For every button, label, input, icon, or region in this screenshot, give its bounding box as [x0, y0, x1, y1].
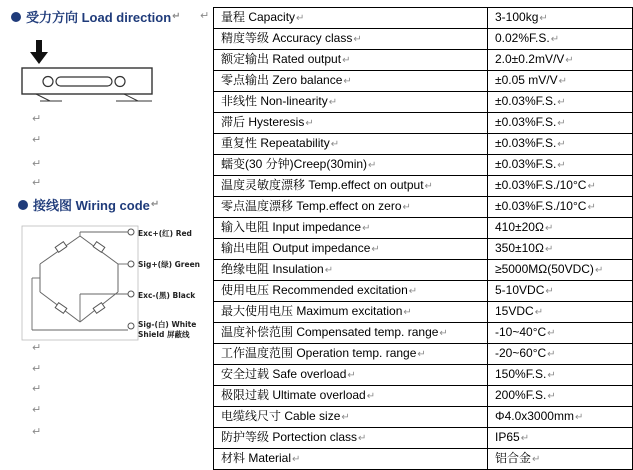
- spec-value: -20~60°C: [495, 346, 547, 360]
- spec-value-cell: [488, 134, 633, 155]
- spec-value-cell: [488, 218, 633, 239]
- return-mark: ↵: [296, 13, 305, 24]
- return-mark: ↵: [544, 244, 554, 255]
- return-mark: ↵: [32, 425, 42, 438]
- return-mark: ↵: [32, 157, 42, 170]
- bullet-icon: [18, 200, 28, 210]
- return-mark: ↵: [292, 454, 301, 465]
- spec-param-cell: [214, 302, 488, 323]
- spec-value: 410±20Ω: [495, 220, 544, 234]
- table-row: [214, 323, 633, 344]
- return-mark: ↵: [547, 349, 556, 360]
- table-row: [214, 8, 633, 29]
- wire-exc-minus: Exc-(黑) Black: [138, 291, 196, 300]
- spec-param-cell: [214, 176, 488, 197]
- table-row: [214, 71, 633, 92]
- return-mark: ↵: [574, 412, 584, 423]
- return-mark: ↵: [150, 199, 160, 210]
- return-mark: ↵: [545, 286, 554, 297]
- spec-param-cell: [214, 29, 488, 50]
- table-row: [214, 428, 633, 449]
- table-row: [214, 344, 633, 365]
- spec-param-label: 非线性 Non-linearity: [221, 94, 328, 108]
- spec-param-cell: [214, 365, 488, 386]
- table-row: [214, 29, 633, 50]
- spec-param-label: 输出电阻 Output impedance: [221, 241, 371, 255]
- spec-param-label: 使用电压 Recommended excitation: [221, 283, 408, 297]
- spec-value: 5-10VDC: [495, 283, 545, 297]
- spec-param-cell: [214, 428, 488, 449]
- return-mark: ↵: [557, 118, 566, 129]
- spec-param-cell: [214, 134, 488, 155]
- spec-value: ±0.03%F.S.: [495, 94, 557, 108]
- return-mark: ↵: [366, 391, 376, 402]
- spec-value: -10~40°C: [495, 325, 547, 339]
- table-row: [214, 113, 633, 134]
- return-mark: ↵: [32, 403, 42, 416]
- spec-table: [213, 7, 633, 470]
- spec-value-cell: [488, 260, 633, 281]
- return-mark: ↵: [371, 244, 380, 255]
- return-mark: ↵: [439, 328, 448, 339]
- return-mark: ↵: [358, 433, 367, 444]
- spec-value: 0.02%F.S.: [495, 31, 550, 45]
- spec-param-cell: [214, 155, 488, 176]
- table-row: [214, 50, 633, 71]
- table-row: [214, 281, 633, 302]
- spec-value-cell: [488, 281, 633, 302]
- spec-value-cell: [488, 323, 633, 344]
- spec-param-cell: [214, 8, 488, 29]
- table-row: [214, 260, 633, 281]
- spec-param-label: 额定输出 Rated output: [221, 52, 342, 66]
- return-mark: ↵: [343, 76, 352, 87]
- return-mark: ↵: [557, 139, 566, 150]
- spec-param-label: 量程 Capacity: [221, 10, 296, 24]
- return-mark: ↵: [32, 133, 42, 146]
- wheatstone-bridge: [40, 236, 118, 322]
- load-cell-slot: [56, 77, 112, 86]
- return-mark: ↵: [532, 454, 541, 465]
- return-mark: ↵: [587, 181, 596, 192]
- return-mark: ↵: [424, 181, 433, 192]
- table-row: [214, 92, 633, 113]
- return-mark: ↵: [341, 412, 350, 423]
- return-mark: ↵: [324, 265, 334, 276]
- spec-value: ±0.03%F.S./10°C: [495, 178, 587, 192]
- bullet-icon: [11, 12, 21, 22]
- spec-param-cell: [214, 50, 488, 71]
- spec-param-cell: [214, 71, 488, 92]
- wire-sig-minus: Sig-(白) White: [138, 320, 197, 329]
- return-mark: ↵: [32, 382, 42, 395]
- return-mark: ↵: [557, 160, 566, 171]
- return-mark: ↵: [347, 370, 356, 381]
- spec-param-label: 温度灵敏度漂移 Temp.effect on output: [221, 178, 424, 192]
- wire-exc-plus: Exc+(红) Red: [138, 229, 192, 238]
- return-mark: ↵: [402, 202, 411, 213]
- spec-table-body: [214, 8, 633, 470]
- spec-value-cell: [488, 365, 633, 386]
- return-mark: ↵: [32, 362, 42, 375]
- table-row: [214, 176, 633, 197]
- spec-param-label: 重复性 Repeatability: [221, 136, 330, 150]
- return-mark: ↵: [32, 176, 42, 189]
- table-row: [214, 155, 633, 176]
- spec-value-cell: [488, 197, 633, 218]
- return-mark: ↵: [534, 307, 544, 318]
- load-direction-title: 受力方向 Load direction: [26, 10, 172, 25]
- spec-param-cell: [214, 92, 488, 113]
- return-mark: ↵: [408, 286, 418, 297]
- spec-value-cell: [488, 302, 633, 323]
- table-row: [214, 218, 633, 239]
- load-direction-heading: [11, 7, 181, 26]
- spec-value-cell: [488, 50, 633, 71]
- return-mark: ↵: [200, 9, 210, 22]
- return-mark: ↵: [368, 160, 377, 171]
- return-mark: ↵: [305, 118, 314, 129]
- spec-value-cell: [488, 449, 633, 470]
- return-mark: ↵: [594, 265, 604, 276]
- spec-value: ±0.03%F.S.: [495, 157, 557, 171]
- spec-param-label: 绝缘电阻 Insulation: [221, 262, 324, 276]
- spec-value-cell: [488, 113, 633, 134]
- table-row: [214, 386, 633, 407]
- wiring-code-title: 接线图 Wiring code: [33, 198, 150, 213]
- spec-value: 350±10Ω: [495, 241, 544, 255]
- return-mark: ↵: [32, 341, 42, 354]
- spec-value: 2.0±0.2mV/V: [495, 52, 565, 66]
- spec-value: 3-100kg: [495, 10, 539, 24]
- return-mark: ↵: [565, 55, 574, 66]
- shield-label: Shield 屏蔽线: [138, 330, 190, 339]
- table-row: [214, 365, 633, 386]
- table-row: [214, 197, 633, 218]
- spec-param-label: 电缆线尺寸 Cable size: [221, 409, 341, 423]
- load-cell-drawing: [20, 38, 160, 110]
- table-row: [214, 134, 633, 155]
- spec-value: 15VDC: [495, 304, 534, 318]
- return-mark: ↵: [587, 202, 596, 213]
- spec-param-cell: [214, 218, 488, 239]
- spec-value-cell: [488, 239, 633, 260]
- spec-param-cell: [214, 344, 488, 365]
- spec-value: 200%F.S.: [495, 388, 547, 402]
- return-mark: ↵: [550, 34, 560, 45]
- table-row: [214, 407, 633, 428]
- spec-param-label: 极限过载 Ultimate overload: [221, 388, 366, 402]
- spec-value: IP65: [495, 430, 520, 444]
- spec-value: ±0.03%F.S./10°C: [495, 199, 587, 213]
- spec-value: ±0.03%F.S.: [495, 115, 557, 129]
- return-mark: ↵: [362, 223, 371, 234]
- return-mark: ↵: [558, 76, 568, 87]
- spec-param-cell: [214, 260, 488, 281]
- down-arrow-icon: [30, 40, 48, 64]
- wire-sig-plus: Sig+(绿) Green: [138, 260, 200, 269]
- spec-param-label: 滞后 Hysteresis: [221, 115, 305, 129]
- spec-param-label: 工作温度范围 Operation temp. range: [221, 346, 417, 360]
- table-row: [214, 239, 633, 260]
- spec-param-cell: [214, 323, 488, 344]
- spec-value: ≥5000MΩ(50VDC): [495, 262, 594, 276]
- spec-param-label: 最大使用电压 Maximum excitation: [221, 304, 403, 318]
- return-mark: ↵: [544, 223, 554, 234]
- spec-value: 150%F.S.: [495, 367, 547, 381]
- spec-param-cell: [214, 281, 488, 302]
- spec-param-cell: [214, 407, 488, 428]
- spec-value-cell: [488, 8, 633, 29]
- left-panel: [0, 0, 212, 449]
- spec-param-label: 防护等级 Portection class: [221, 430, 358, 444]
- spec-value-cell: [488, 155, 633, 176]
- return-mark: ↵: [330, 139, 340, 150]
- spec-value: Φ4.0x3000mm: [495, 409, 574, 423]
- return-mark: ↵: [328, 97, 338, 108]
- spec-param-label: 输入电阻 Input impedance: [221, 220, 362, 234]
- spec-value-cell: [488, 176, 633, 197]
- return-mark: ↵: [353, 34, 362, 45]
- return-mark: ↵: [520, 433, 530, 444]
- spec-value-cell: [488, 29, 633, 50]
- spec-value-cell: [488, 71, 633, 92]
- spec-value-cell: [488, 407, 633, 428]
- return-mark: ↵: [557, 97, 566, 108]
- return-mark: ↵: [417, 349, 426, 360]
- table-row: [214, 302, 633, 323]
- return-mark: ↵: [547, 328, 556, 339]
- return-mark: ↵: [403, 307, 412, 318]
- spec-value: 铝合金: [495, 451, 532, 465]
- spec-param-label: 零点输出 Zero balance: [221, 73, 343, 87]
- return-mark: ↵: [547, 370, 556, 381]
- spec-value-cell: [488, 428, 633, 449]
- spec-param-label: 安全过载 Safe overload: [221, 367, 347, 381]
- spec-param-label: 精度等级 Accuracy class: [221, 31, 353, 45]
- spec-value-cell: [488, 344, 633, 365]
- spec-value-cell: [488, 92, 633, 113]
- spec-param-cell: [214, 113, 488, 134]
- spec-param-label: 蠕变(30 分钟)Creep(30min): [221, 157, 368, 171]
- spec-param-cell: [214, 197, 488, 218]
- return-mark: ↵: [172, 11, 181, 22]
- spec-param-label: 温度补偿范围 Compensated temp. range: [221, 325, 439, 339]
- spec-value: ±0.03%F.S.: [495, 136, 557, 150]
- spec-param-label: 零点温度漂移 Temp.effect on zero: [221, 199, 402, 213]
- return-mark: ↵: [547, 391, 556, 402]
- spec-param-cell: [214, 386, 488, 407]
- spec-value: ±0.05 mV/V: [495, 73, 558, 87]
- return-mark: ↵: [342, 55, 351, 66]
- wiring-code-heading: [18, 195, 159, 214]
- return-mark: ↵: [539, 13, 548, 24]
- table-row: [214, 449, 633, 470]
- spec-value-cell: [488, 386, 633, 407]
- spec-param-cell: [214, 239, 488, 260]
- return-mark: ↵: [32, 112, 42, 125]
- spec-param-cell: [214, 449, 488, 470]
- spec-param-label: 材料 Material: [221, 451, 292, 465]
